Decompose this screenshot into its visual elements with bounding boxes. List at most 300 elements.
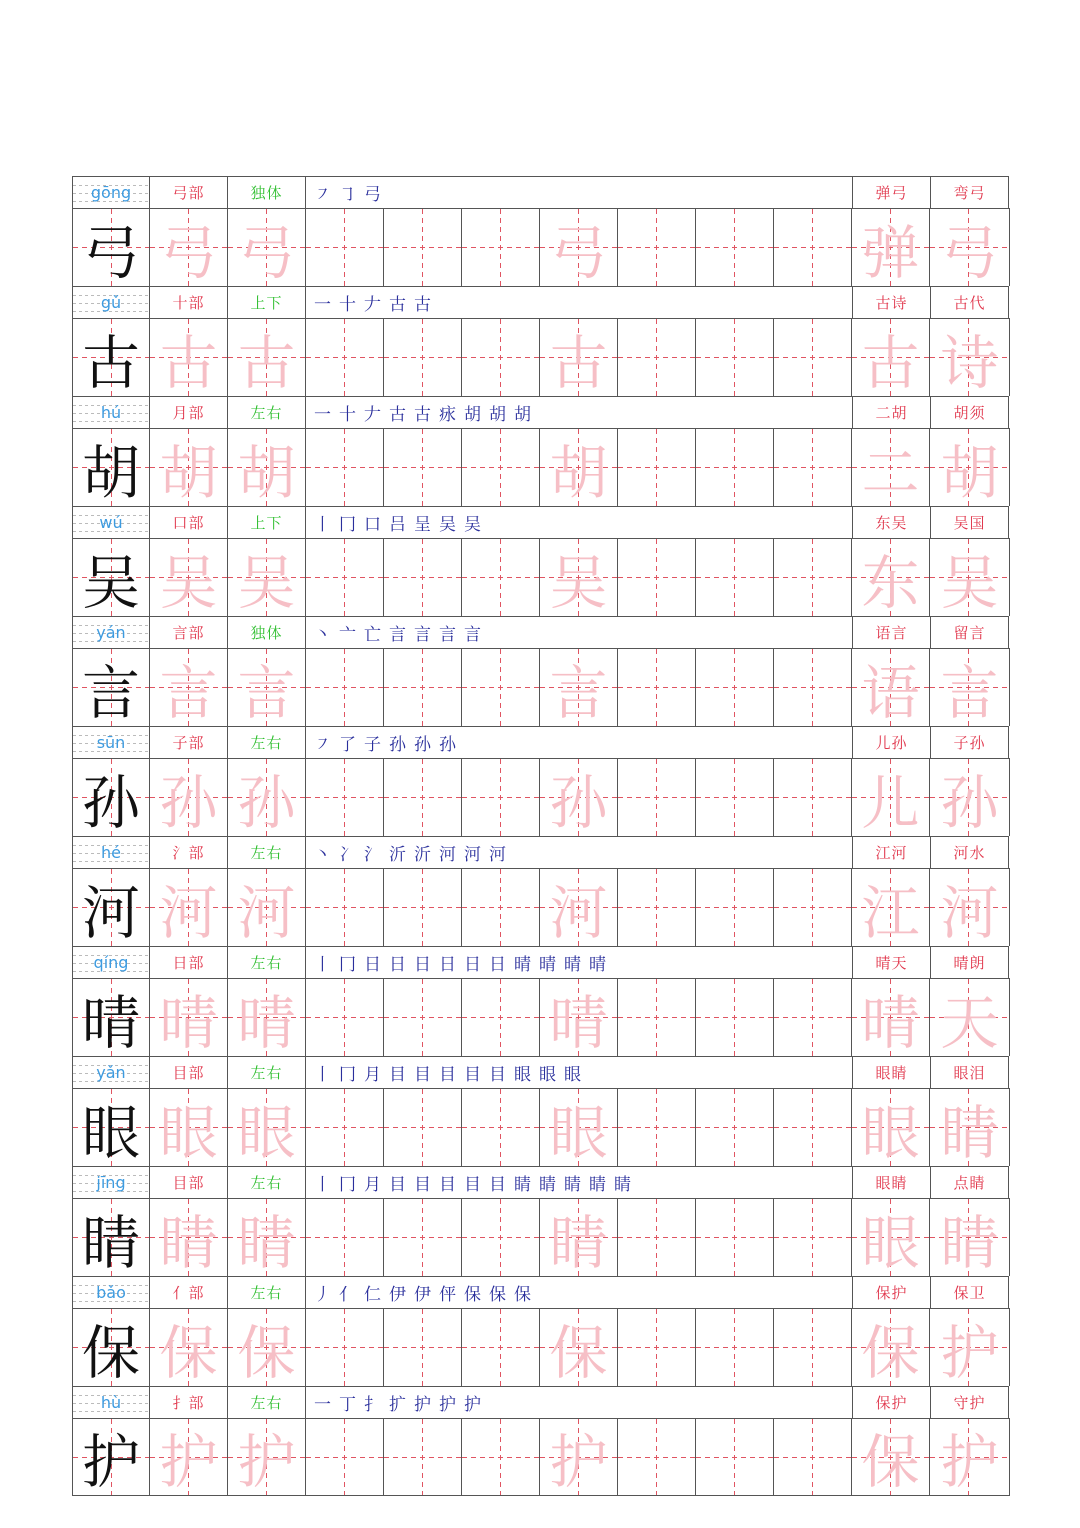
radical-cell: 子部	[150, 726, 228, 758]
grid-cell[interactable]	[930, 648, 1010, 726]
grid-cell[interactable]	[228, 868, 306, 946]
grid-cell[interactable]	[852, 868, 930, 946]
info-row	[72, 616, 1010, 648]
grid-cell[interactable]	[774, 538, 852, 616]
grid-cell	[72, 1198, 150, 1276]
trace-word-char: 晴	[861, 988, 920, 1057]
grid-cell[interactable]	[306, 1308, 384, 1386]
grid-cell[interactable]	[618, 978, 696, 1056]
pinyin-cell: hé	[72, 836, 150, 868]
grid-cell	[72, 428, 150, 506]
grid-cell[interactable]	[618, 758, 696, 836]
grid-cell[interactable]	[306, 1088, 384, 1166]
grid-cell[interactable]	[306, 758, 384, 836]
grid-cell[interactable]	[774, 1198, 852, 1276]
word-label: 保护	[853, 1276, 931, 1308]
pinyin-cell: yǎn	[72, 1056, 150, 1088]
stroke-step: 冂	[339, 515, 356, 535]
pinyin-cell: hù	[72, 1386, 150, 1418]
radical-cell: 扌部	[150, 1386, 228, 1418]
stroke-order-cell	[306, 1056, 853, 1088]
stroke-step: 伻	[439, 1285, 456, 1305]
grid-cell[interactable]	[852, 1308, 930, 1386]
trace-character: 眼	[549, 1098, 608, 1167]
trace-character: 吴	[237, 548, 296, 617]
grid-cell[interactable]	[618, 318, 696, 396]
grid-cell[interactable]	[384, 978, 462, 1056]
grid-cell[interactable]	[228, 428, 306, 506]
grid-cell[interactable]	[306, 648, 384, 726]
grid-cell[interactable]	[462, 868, 540, 946]
trace-character: 孙	[159, 768, 218, 837]
info-row	[72, 176, 1010, 208]
stroke-step: 晴	[539, 955, 556, 975]
grid-cell[interactable]	[462, 1088, 540, 1166]
grid-cell[interactable]	[384, 1088, 462, 1166]
grid-cell[interactable]	[462, 1418, 540, 1496]
character-entry	[72, 836, 1010, 946]
stroke-step: 仁	[364, 1285, 381, 1305]
stroke-step: 日	[389, 955, 406, 975]
stroke-step: 冂	[339, 1065, 356, 1085]
grid-cell[interactable]	[150, 538, 228, 616]
grid-cell[interactable]	[462, 758, 540, 836]
trace-character: 言	[549, 658, 608, 727]
trace-character: 晴	[159, 988, 218, 1057]
pinyin-cell: wú	[72, 506, 150, 538]
grid-cell[interactable]	[852, 648, 930, 726]
structure-cell: 左右	[228, 1056, 306, 1088]
writing-grid	[72, 1088, 1010, 1166]
word-label: 江河	[853, 836, 931, 868]
radical-cell: 言部	[150, 616, 228, 648]
grid-cell[interactable]	[150, 868, 228, 946]
grid-cell[interactable]	[540, 428, 618, 506]
info-row	[72, 946, 1010, 978]
trace-character: 河	[549, 878, 608, 947]
grid-cell[interactable]	[618, 208, 696, 286]
word-label: 眼睛	[853, 1056, 931, 1088]
grid-cell[interactable]	[930, 868, 1010, 946]
stroke-step: 丁	[339, 1395, 356, 1415]
pinyin-cell: yán	[72, 616, 150, 648]
stroke-step: 睛	[614, 1175, 631, 1195]
trace-word-char: 吴	[940, 548, 999, 617]
grid-cell[interactable]	[852, 318, 930, 396]
stroke-step: 冂	[339, 955, 356, 975]
grid-cell[interactable]	[696, 1308, 774, 1386]
radical-cell: 月部	[150, 396, 228, 428]
stroke-step: 古	[414, 295, 431, 315]
grid-cell[interactable]	[618, 1308, 696, 1386]
grid-cell[interactable]	[306, 1418, 384, 1496]
grid-cell[interactable]	[384, 1308, 462, 1386]
grid-cell[interactable]	[462, 428, 540, 506]
word-label: 儿孙	[853, 726, 931, 758]
grid-cell[interactable]	[150, 318, 228, 396]
grid-cell[interactable]	[306, 428, 384, 506]
grid-cell[interactable]	[852, 208, 930, 286]
grid-cell[interactable]	[540, 1308, 618, 1386]
grid-cell[interactable]	[228, 978, 306, 1056]
stroke-order-cell	[306, 506, 853, 538]
grid-cell[interactable]	[852, 1198, 930, 1276]
stroke-step: 目	[389, 1175, 406, 1195]
grid-cell[interactable]	[306, 208, 384, 286]
grid-cell[interactable]	[774, 318, 852, 396]
main-character: 吴	[81, 548, 140, 617]
grid-cell	[72, 978, 150, 1056]
character-entry	[72, 1166, 1010, 1276]
grid-cell[interactable]	[774, 758, 852, 836]
stroke-step: 口	[364, 515, 381, 535]
stroke-step: 保	[514, 1285, 531, 1305]
grid-cell[interactable]	[540, 208, 618, 286]
grid-cell[interactable]	[540, 1088, 618, 1166]
radical-cell: 口部	[150, 506, 228, 538]
grid-cell[interactable]	[150, 1418, 228, 1496]
grid-cell[interactable]	[930, 978, 1010, 1056]
info-row	[72, 1056, 1010, 1088]
grid-cell[interactable]	[306, 868, 384, 946]
word-label: 保护	[853, 1386, 931, 1418]
stroke-step: 呈	[414, 515, 431, 535]
grid-cell[interactable]	[696, 978, 774, 1056]
grid-cell[interactable]	[696, 428, 774, 506]
info-row	[72, 1166, 1010, 1198]
trace-character: 眼	[237, 1098, 296, 1167]
stroke-step: 眼	[539, 1065, 556, 1085]
practice-sheet	[72, 176, 1010, 1496]
writing-grid	[72, 648, 1010, 726]
grid-cell[interactable]	[462, 318, 540, 396]
grid-cell[interactable]	[462, 978, 540, 1056]
stroke-step: 目	[414, 1175, 431, 1195]
writing-grid	[72, 428, 1010, 506]
main-character: 古	[81, 328, 140, 397]
stroke-order-cell	[306, 396, 853, 428]
main-character: 晴	[81, 988, 140, 1057]
grid-cell[interactable]	[540, 758, 618, 836]
structure-cell: 独体	[228, 616, 306, 648]
stroke-step: 胡	[514, 405, 531, 425]
grid-cell[interactable]	[306, 978, 384, 1056]
grid-cell[interactable]	[618, 1088, 696, 1166]
grid-cell[interactable]	[930, 538, 1010, 616]
stroke-step: 氵	[364, 845, 381, 865]
grid-cell[interactable]	[150, 208, 228, 286]
grid-cell[interactable]	[852, 978, 930, 1056]
trace-character: 古	[549, 328, 608, 397]
stroke-order-cell	[306, 176, 853, 208]
stroke-step: 丿	[314, 1285, 331, 1305]
grid-cell[interactable]	[774, 648, 852, 726]
grid-cell[interactable]	[618, 428, 696, 506]
grid-cell[interactable]	[930, 428, 1010, 506]
stroke-step: 冫	[339, 845, 356, 865]
stroke-step: ㇇	[314, 735, 331, 755]
grid-cell[interactable]	[930, 208, 1010, 286]
stroke-step: 目	[439, 1065, 456, 1085]
stroke-order-cell	[306, 616, 853, 648]
trace-character: 孙	[549, 768, 608, 837]
word-label: 东吴	[853, 506, 931, 538]
grid-cell[interactable]	[774, 428, 852, 506]
word-label: 眼睛	[853, 1166, 931, 1198]
radical-cell: 目部	[150, 1166, 228, 1198]
grid-cell[interactable]	[540, 978, 618, 1056]
word-label: 守护	[931, 1386, 1009, 1418]
trace-word-char: 语	[861, 658, 920, 727]
pinyin-cell: hú	[72, 396, 150, 428]
grid-cell[interactable]	[150, 978, 228, 1056]
grid-cell[interactable]	[150, 1088, 228, 1166]
character-entry	[72, 946, 1010, 1056]
grid-cell	[72, 1088, 150, 1166]
trace-character: 弓	[237, 218, 296, 287]
grid-cell[interactable]	[462, 208, 540, 286]
trace-word-char: 孙	[940, 768, 999, 837]
grid-cell[interactable]	[618, 1418, 696, 1496]
stroke-step: 目	[389, 1065, 406, 1085]
grid-cell[interactable]	[228, 1418, 306, 1496]
grid-cell[interactable]	[696, 538, 774, 616]
grid-cell[interactable]	[150, 428, 228, 506]
grid-cell[interactable]	[696, 648, 774, 726]
grid-cell[interactable]	[306, 538, 384, 616]
grid-cell[interactable]	[540, 1418, 618, 1496]
grid-cell[interactable]	[774, 208, 852, 286]
pinyin-cell: jīng	[72, 1166, 150, 1198]
grid-cell[interactable]	[852, 758, 930, 836]
stroke-step: 目	[489, 1175, 506, 1195]
grid-cell[interactable]	[618, 868, 696, 946]
grid-cell[interactable]	[930, 318, 1010, 396]
stroke-step: 睛	[539, 1175, 556, 1195]
grid-cell[interactable]	[696, 318, 774, 396]
grid-cell[interactable]	[384, 318, 462, 396]
character-entry	[72, 396, 1010, 506]
grid-cell[interactable]	[618, 1198, 696, 1276]
grid-cell[interactable]	[696, 1088, 774, 1166]
grid-cell[interactable]	[540, 868, 618, 946]
grid-cell[interactable]	[228, 1088, 306, 1166]
structure-cell: 左右	[228, 836, 306, 868]
stroke-step: 护	[439, 1395, 456, 1415]
character-entry	[72, 176, 1010, 286]
stroke-step: ㇆	[339, 185, 356, 205]
grid-cell[interactable]	[774, 1308, 852, 1386]
grid-cell[interactable]	[540, 648, 618, 726]
grid-cell[interactable]	[774, 978, 852, 1056]
character-entry	[72, 506, 1010, 616]
grid-cell[interactable]	[540, 538, 618, 616]
word-label: 语言	[853, 616, 931, 648]
stroke-step: 晴	[564, 955, 581, 975]
stroke-step: 孙	[389, 735, 406, 755]
grid-cell	[72, 1418, 150, 1496]
grid-cell[interactable]	[306, 1198, 384, 1276]
main-character: 河	[81, 878, 140, 947]
grid-cell[interactable]	[930, 1308, 1010, 1386]
grid-cell[interactable]	[696, 1198, 774, 1276]
grid-cell[interactable]	[774, 1088, 852, 1166]
stroke-step: 扩	[389, 1395, 406, 1415]
radical-cell: 亻部	[150, 1276, 228, 1308]
radical-cell: 氵部	[150, 836, 228, 868]
grid-cell[interactable]	[540, 318, 618, 396]
stroke-step: 日	[364, 955, 381, 975]
stroke-step: 胡	[489, 405, 506, 425]
writing-grid	[72, 538, 1010, 616]
stroke-step: 眼	[564, 1065, 581, 1085]
main-character: 孙	[81, 768, 140, 837]
trace-word-char: 儿	[861, 768, 920, 837]
stroke-step: 吕	[389, 515, 406, 535]
trace-word-char: 二	[861, 438, 920, 507]
grid-cell[interactable]	[930, 1198, 1010, 1276]
stroke-step: 月	[364, 1175, 381, 1195]
grid-cell[interactable]	[228, 648, 306, 726]
grid-cell[interactable]	[384, 538, 462, 616]
grid-cell[interactable]	[150, 1308, 228, 1386]
grid-cell[interactable]	[852, 538, 930, 616]
grid-cell[interactable]	[150, 758, 228, 836]
stroke-step: 护	[464, 1395, 481, 1415]
radical-cell: 十部	[150, 286, 228, 318]
trace-character: 保	[159, 1318, 218, 1387]
grid-cell	[72, 868, 150, 946]
stroke-order-cell	[306, 1166, 853, 1198]
stroke-step: 冂	[339, 1175, 356, 1195]
trace-word-char: 胡	[940, 438, 999, 507]
trace-word-char: 护	[940, 1318, 999, 1387]
grid-cell[interactable]	[540, 1198, 618, 1276]
word-label: 河水	[931, 836, 1009, 868]
trace-character: 晴	[237, 988, 296, 1057]
stroke-step: 丨	[314, 1065, 331, 1085]
stroke-step: 日	[414, 955, 431, 975]
main-character: 保	[81, 1318, 140, 1387]
trace-character: 河	[237, 878, 296, 947]
grid-cell[interactable]	[774, 1418, 852, 1496]
grid-cell[interactable]	[930, 1088, 1010, 1166]
stroke-step: 丨	[314, 515, 331, 535]
grid-cell[interactable]	[930, 758, 1010, 836]
grid-cell[interactable]	[384, 648, 462, 726]
stroke-step: 古	[389, 405, 406, 425]
stroke-step: 日	[439, 955, 456, 975]
structure-cell: 左右	[228, 396, 306, 428]
grid-cell[interactable]	[384, 1418, 462, 1496]
stroke-step: 言	[414, 625, 431, 645]
info-row	[72, 396, 1010, 428]
grid-cell[interactable]	[618, 648, 696, 726]
word-label: 吴国	[931, 506, 1009, 538]
grid-cell[interactable]	[852, 1088, 930, 1166]
word-label: 晴朗	[931, 946, 1009, 978]
grid-cell[interactable]	[852, 428, 930, 506]
trace-character: 胡	[549, 438, 608, 507]
trace-character: 护	[549, 1428, 608, 1496]
character-entry	[72, 286, 1010, 396]
stroke-step: 吴	[464, 515, 481, 535]
grid-cell[interactable]	[774, 868, 852, 946]
grid-cell[interactable]	[696, 1418, 774, 1496]
grid-cell[interactable]	[228, 1198, 306, 1276]
grid-cell[interactable]	[462, 648, 540, 726]
grid-cell[interactable]	[462, 1308, 540, 1386]
stroke-order-cell	[306, 1276, 853, 1308]
grid-cell[interactable]	[384, 208, 462, 286]
word-label: 留言	[931, 616, 1009, 648]
trace-character: 眼	[159, 1098, 218, 1167]
stroke-step: 目	[489, 1065, 506, 1085]
grid-cell[interactable]	[852, 1418, 930, 1496]
trace-word-char: 睛	[940, 1208, 999, 1277]
stroke-step: 目	[464, 1175, 481, 1195]
stroke-step: 晴	[514, 955, 531, 975]
grid-cell[interactable]	[150, 648, 228, 726]
grid-cell[interactable]	[384, 868, 462, 946]
trace-word-char: 河	[940, 878, 999, 947]
trace-character: 吴	[549, 548, 608, 617]
stroke-step: 子	[364, 735, 381, 755]
grid-cell[interactable]	[306, 318, 384, 396]
grid-cell[interactable]	[930, 1418, 1010, 1496]
grid-cell[interactable]	[228, 538, 306, 616]
trace-character: 河	[159, 878, 218, 947]
grid-cell[interactable]	[384, 1198, 462, 1276]
grid-cell[interactable]	[696, 758, 774, 836]
stroke-step: 晴	[589, 955, 606, 975]
grid-cell[interactable]	[462, 1198, 540, 1276]
word-label: 保卫	[931, 1276, 1009, 1308]
grid-cell[interactable]	[228, 1308, 306, 1386]
stroke-step: 丶	[314, 625, 331, 645]
grid-cell[interactable]	[462, 538, 540, 616]
stroke-step: 一	[314, 1395, 331, 1415]
stroke-step: 月	[364, 1065, 381, 1085]
trace-character: 晴	[549, 988, 608, 1057]
trace-word-char: 睛	[940, 1098, 999, 1167]
grid-cell	[72, 538, 150, 616]
grid-cell	[72, 1308, 150, 1386]
trace-character: 孙	[237, 768, 296, 837]
writing-grid	[72, 1308, 1010, 1386]
grid-cell[interactable]	[150, 1198, 228, 1276]
word-label: 弹弓	[853, 176, 931, 208]
grid-cell[interactable]	[384, 428, 462, 506]
stroke-step: 日	[489, 955, 506, 975]
grid-cell[interactable]	[696, 868, 774, 946]
stroke-step: 河	[489, 845, 506, 865]
structure-cell: 左右	[228, 726, 306, 758]
grid-cell[interactable]	[384, 758, 462, 836]
grid-cell[interactable]	[618, 538, 696, 616]
stroke-step: 睛	[564, 1175, 581, 1195]
info-row	[72, 506, 1010, 538]
grid-cell[interactable]	[696, 208, 774, 286]
pinyin-cell: gōng	[72, 176, 150, 208]
grid-cell[interactable]	[228, 318, 306, 396]
grid-cell[interactable]	[228, 758, 306, 836]
writing-grid	[72, 318, 1010, 396]
stroke-step: 吴	[439, 515, 456, 535]
grid-cell[interactable]	[228, 208, 306, 286]
stroke-step: 𠂇	[364, 295, 381, 315]
pinyin-cell: gǔ	[72, 286, 150, 318]
